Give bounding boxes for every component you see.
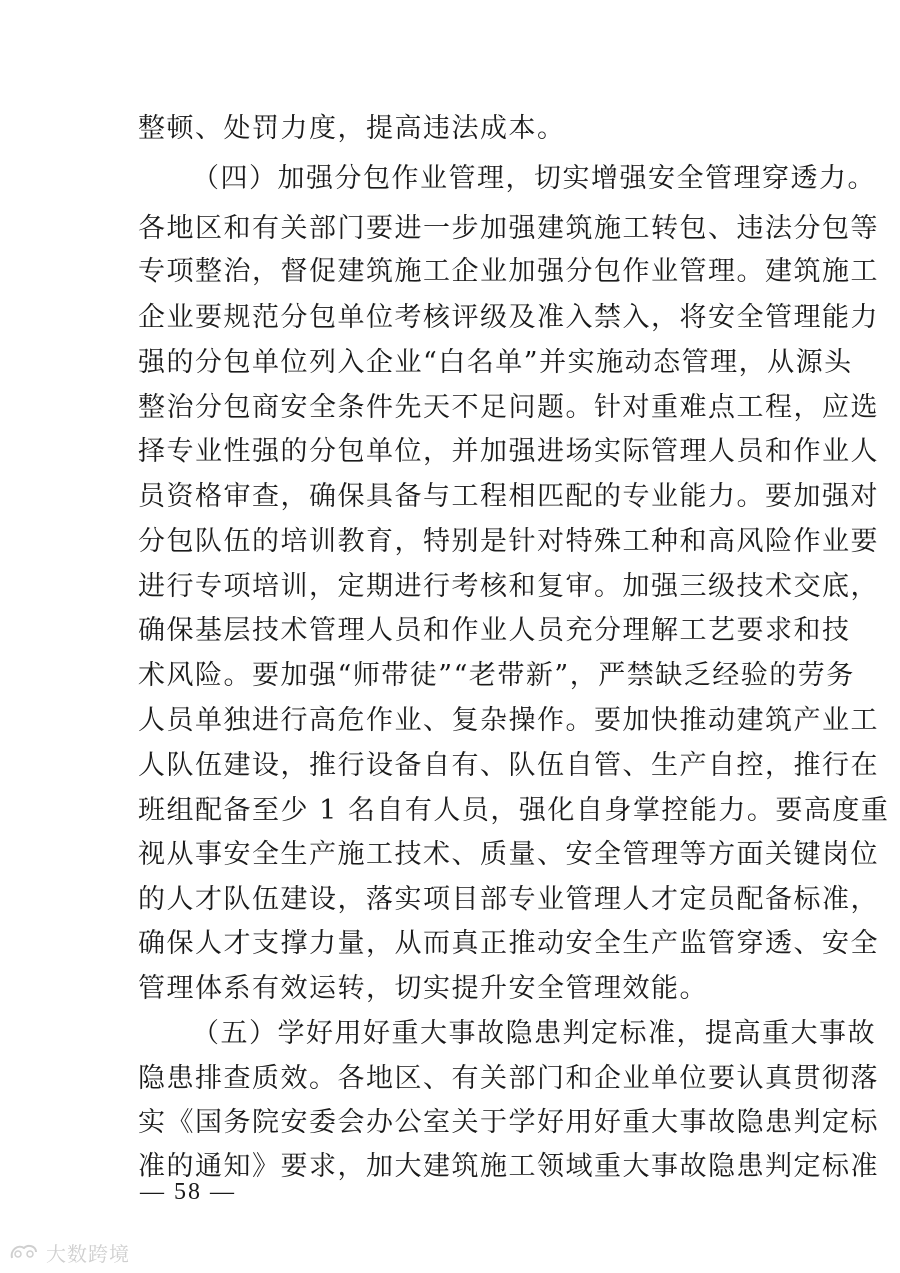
body-line: 实《国务院安委会办公室关于学好用好重大事故隐患判定标 bbox=[138, 1107, 879, 1138]
body-line: 准的通知》要求，加大建筑施工领域重大事故隐患判定标准 bbox=[138, 1151, 879, 1182]
body-line: 管理体系有效运转，切实提升安全管理效能。 bbox=[138, 973, 708, 1004]
body-line: 确保人才支撑力量，从而真正推动安全生产监管穿透、安全 bbox=[138, 928, 879, 959]
section-heading-four: （四）加强分包作业管理，切实增强安全管理穿透力。 bbox=[192, 163, 876, 194]
watermark-logo-icon bbox=[8, 1240, 42, 1264]
section-heading-five: （五）学好用好重大事故隐患判定标准，提高重大事故 bbox=[192, 1018, 876, 1049]
body-line: 择专业性强的分包单位，并加强进场实际管理人员和作业人 bbox=[138, 436, 879, 467]
body-line: 人队伍建设，推行设备自有、队伍自管、生产自控，推行在 bbox=[138, 750, 879, 781]
body-line: 确保基层技术管理人员和作业人员充分理解工艺要求和技 bbox=[138, 615, 851, 646]
body-line: 员资格审查，确保具备与工程相匹配的专业能力。要加强对 bbox=[138, 481, 879, 512]
page-number: — 58 — bbox=[140, 1179, 236, 1205]
body-line: 整顿、处罚力度，提高违法成本。 bbox=[138, 113, 566, 144]
watermark-text: 大数跨境 bbox=[46, 1241, 130, 1266]
body-line: 强的分包单位列入企业“白名单”并实施动态管理，从源头 bbox=[138, 347, 853, 378]
body-line: 分包队伍的培训教育，特别是针对特殊工种和高风险作业要 bbox=[138, 526, 879, 557]
body-line: 整治分包商安全条件先天不足问题。针对重难点工程，应选 bbox=[138, 392, 879, 423]
body-line: 视从事安全生产施工技术、质量、安全管理等方面关键岗位 bbox=[138, 839, 879, 870]
body-line: 班组配备至少 1 名自有人员，强化自身掌控能力。要高度重 bbox=[138, 795, 890, 826]
watermark bbox=[8, 1238, 130, 1266]
body-line: 企业要规范分包单位考核评级及准入禁入，将安全管理能力 bbox=[138, 302, 879, 333]
body-line: 人员单独进行高危作业、复杂操作。要加快推动建筑产业工 bbox=[138, 705, 879, 736]
body-line: 各地区和有关部门要进一步加强建筑施工转包、违法分包等 bbox=[138, 213, 879, 244]
body-line: 隐患排查质效。各地区、有关部门和企业单位要认真贯彻落 bbox=[138, 1063, 879, 1094]
body-line: 术风险。要加强“师带徒”“老带新”，严禁缺乏经验的劳务 bbox=[138, 660, 855, 691]
body-line: 专项整治，督促建筑施工企业加强分包作业管理。建筑施工 bbox=[138, 256, 879, 287]
body-line: 的人才队伍建设，落实项目部专业管理人才定员配备标准， bbox=[138, 884, 879, 915]
body-line: 进行专项培训，定期进行考核和复审。加强三级技术交底， bbox=[138, 571, 879, 602]
